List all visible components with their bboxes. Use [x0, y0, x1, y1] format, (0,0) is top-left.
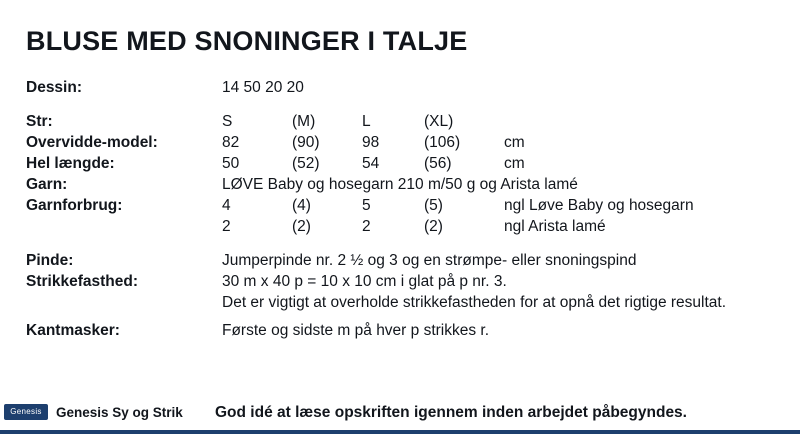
- table-row-garn: [26, 174, 774, 195]
- str-size-m: (M): [292, 113, 316, 130]
- overvidde-unit: cm: [504, 134, 525, 151]
- garnforbrug2-xl: (2): [424, 218, 443, 235]
- brand-name: Genesis Sy og Strik: [56, 404, 183, 420]
- row-spacer-2: [26, 237, 774, 250]
- page-footer: [0, 394, 800, 434]
- table-row-strikkefasthed: [26, 271, 774, 292]
- brand-block: [4, 404, 183, 420]
- row-value-strikkefasthed: 30 m x 40 p = 10 x 10 cm i glat på p nr. 3.: [222, 273, 507, 290]
- hel-laengde-xl: (56): [424, 155, 452, 172]
- hel-laengde-m: (52): [292, 155, 320, 172]
- table-row-hel-laengde: [26, 153, 774, 174]
- table-row-dessin: [26, 77, 774, 98]
- row-label-strikkefasthed: Strikkefasthed:: [26, 273, 138, 290]
- garnforbrug-yarn-2: ngl Arista lamé: [504, 218, 606, 235]
- garnforbrug-m: (4): [292, 197, 311, 214]
- str-unit: [504, 111, 774, 132]
- row-label-str: Str:: [26, 113, 53, 130]
- str-size-xl: (XL): [424, 113, 454, 130]
- table-row-pinde: [26, 250, 774, 271]
- row-value-kantmasker: Første og sidste m på hver p strikkes r.: [222, 322, 490, 339]
- row-value-dessin: 14 50 20 20: [222, 79, 304, 96]
- garnforbrug2-s: 2: [222, 218, 231, 235]
- table-row-str: [26, 111, 774, 132]
- table-row-kantmasker: [26, 320, 774, 341]
- overvidde-m: (90): [292, 134, 320, 151]
- row-label-dessin: Dessin:: [26, 79, 82, 96]
- garnforbrug2-m: (2): [292, 218, 311, 235]
- footer-rule: [0, 430, 800, 434]
- row-label-strikkefasthed-note: [26, 292, 222, 313]
- garnforbrug-yarn-1: ngl Løve Baby og hosegarn: [504, 197, 694, 214]
- row-label-hel-laengde: Hel længde:: [26, 155, 115, 172]
- hel-laengde-s: 50: [222, 155, 240, 172]
- hel-laengde-l: 54: [362, 155, 380, 172]
- table-row-strikkefasthed-note: [26, 292, 774, 313]
- row-label-garnforbrug: Garnforbrug:: [26, 197, 123, 214]
- str-size-l: L: [362, 113, 371, 130]
- row-value-pinde: Jumperpinde nr. 2 ½ og 3 og en strømpe- eller snoningspind: [222, 252, 637, 269]
- garnforbrug-s: 4: [222, 197, 231, 214]
- table-row-overvidde: [26, 132, 774, 153]
- row-spacer-3: [26, 313, 774, 320]
- table-row-garnforbrug: [26, 195, 774, 216]
- hel-laengde-unit: cm: [504, 155, 525, 172]
- genesis-logo-icon: Genesis: [4, 404, 48, 420]
- garnforbrug-xl: (5): [424, 197, 443, 214]
- row-value-strikkefasthed-note: Det er vigtigt at overholde strikkefastheden for at opnå det rigtige resultat.: [222, 294, 727, 311]
- row-label-garn: Garn:: [26, 176, 68, 193]
- table-row-garnforbrug-2: [26, 216, 774, 237]
- page-title: BLUSE MED SNONINGER I TALJE: [26, 26, 468, 56]
- garnforbrug2-l: 2: [362, 218, 371, 235]
- pattern-spec-table: [26, 77, 774, 341]
- garnforbrug-l: 5: [362, 197, 371, 214]
- row-label-pinde: Pinde:: [26, 252, 74, 269]
- row-value-garn: LØVE Baby og hosegarn 210 m/50 g og Arista lamé: [222, 176, 578, 193]
- row-spacer-1: [26, 98, 774, 111]
- row-label-garnforbrug-2: [26, 216, 222, 237]
- str-size-s: S: [222, 113, 233, 130]
- overvidde-xl: (106): [424, 134, 461, 151]
- overvidde-l: 98: [362, 134, 380, 151]
- row-label-overvidde: Overvidde-model:: [26, 134, 158, 151]
- row-label-kantmasker: Kantmasker:: [26, 322, 120, 339]
- overvidde-s: 82: [222, 134, 240, 151]
- footer-note: God idé at læse opskriften igennem inden arbejdet påbegyndes.: [215, 404, 687, 421]
